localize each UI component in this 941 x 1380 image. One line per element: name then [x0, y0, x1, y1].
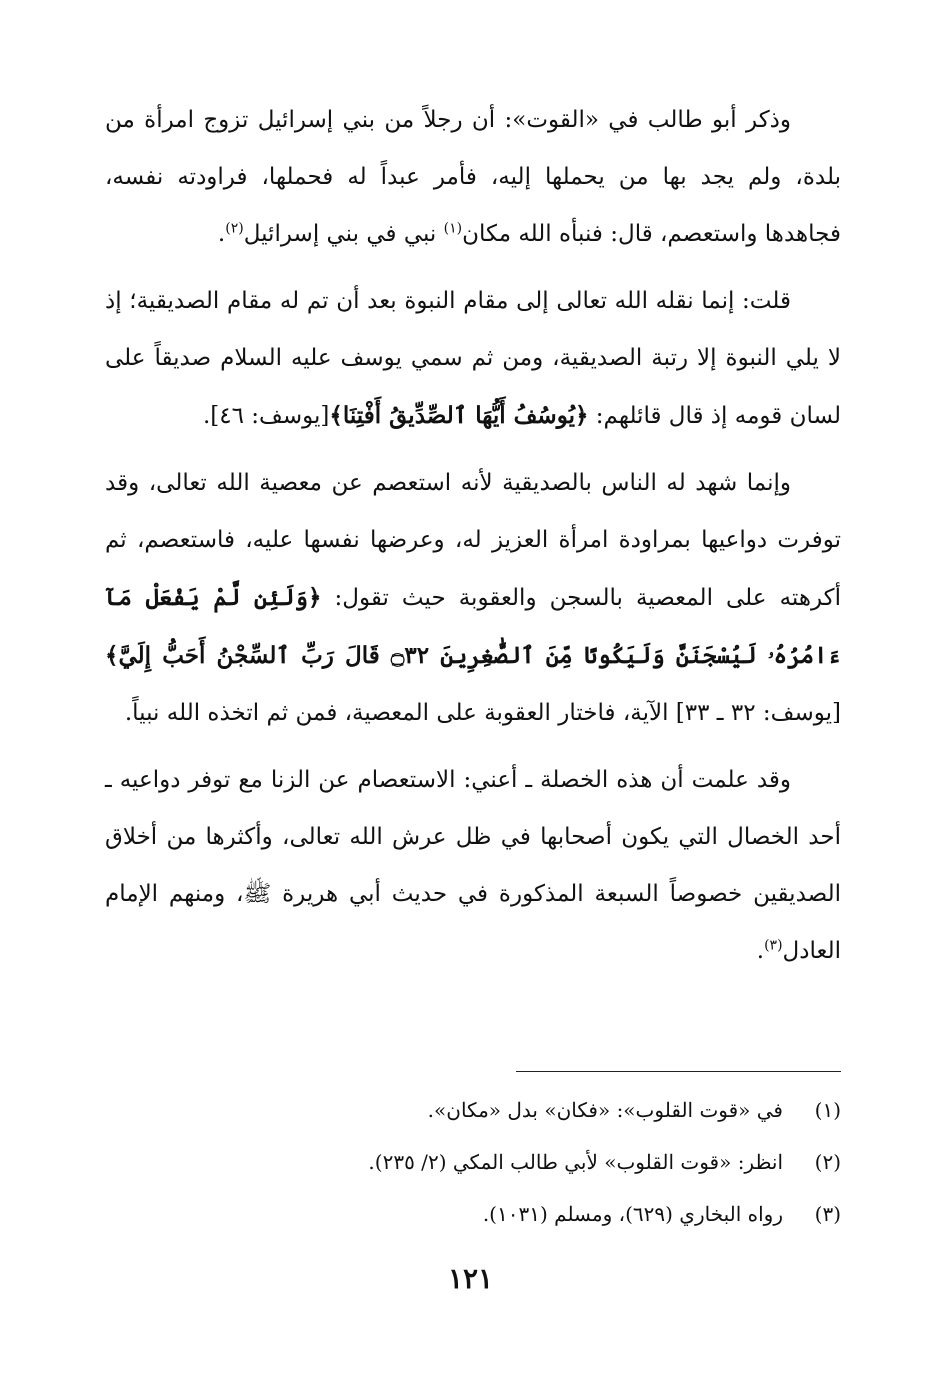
- footnote-ref-3: (٣): [764, 937, 783, 954]
- quran-verse: ﴿يُوسُفُ أَيُّهَا ٱلصِّدِّيقُ أَفْتِنَا﴾: [329, 402, 589, 429]
- footnote-1: [105, 1090, 841, 1142]
- paragraph-1: [105, 92, 841, 263]
- paragraph-text: .: [217, 221, 226, 247]
- paragraph-text: وذكر أبو طالب في «القوت»: أن رجلاً من بني إسرائيل تزوج امرأة من بلدة، ولم يجد بها من يحملها إليه، فأمر عبداً له فحملها، فراودته نفسه، فجاهدها واستعصم، قال: فنبأه الله مكان: [105, 107, 841, 247]
- paragraph-text: وإنما شهد له الناس بالصديقية لأنه استعصم عن معصية الله تعالى، وقد توفرت دواعيها بمراودة امرأة العزيز له، وعرضها نفسها عليه، فاستعصم، ثم أكرهته على المعصية بالسجن والعقوبة حيث تقول:: [105, 470, 841, 611]
- paragraph-3: [105, 455, 841, 742]
- verse-citation: [يوسف: ٣٢ ـ ٣٣] الآية، فاختار العقوبة على المعصية، فمن ثم اتخذه الله نبياً.: [124, 700, 841, 726]
- footnote-text: رواه البخاري (٦٢٩)، ومسلم (١٠٣١).: [482, 1202, 783, 1226]
- quran-verse: ﴿وَلَئِن لَّمْ يَفْعَلْ مَآ ءَامُرُهُۥ لَيُسْجَنَنَّ وَلَيَكُونًا مِّنَ ٱلصَّٰغِرِينَ ۝٣٢ قَالَ رَبِّ ٱلسِّجْنُ أَحَبُّ إِلَيَّ﴾: [105, 584, 841, 669]
- footnotes: [105, 1090, 841, 1246]
- footnote-number: (٢): [814, 1150, 841, 1174]
- footnote-text: في «قوت القلوب»: «فكان» بدل «مكان».: [427, 1098, 783, 1122]
- footnote-3: [105, 1194, 841, 1246]
- footnote-ref-2: (٢): [225, 220, 244, 237]
- footnote-text: انظر: «قوت القلوب» لأبي طالب المكي (٢/ ٢٣٥).: [368, 1150, 783, 1174]
- page-number: ١٢١: [447, 1262, 494, 1295]
- main-text: [105, 92, 841, 990]
- paragraph-4: [105, 752, 841, 980]
- footnote-divider: [516, 1071, 841, 1072]
- footnote-2: [105, 1142, 841, 1194]
- footnote-number: (١): [814, 1098, 841, 1122]
- footnote-ref-1: (١): [443, 220, 463, 237]
- paragraph-text: .: [756, 938, 765, 964]
- paragraph-2: [105, 273, 841, 445]
- paragraph-text: قلت: إنما نقله الله تعالى إلى مقام النبوة بعد أن تم له مقام الصديقية؛ إذ لا يلي النبوة إلا رتبة الصديقية، ومن ثم سمي يوسف عليه السلام صديقاً على لسان قومه إذ قال قائلهم:: [105, 288, 841, 429]
- paragraph-text: وقد علمت أن هذه الخصلة ـ أعني: الاستعصام عن الزنا مع توفر دواعيه ـ أحد الخصال التي يكون أصحابها في ظل عرش الله تعالى، وأكثرها من أخلاق الصديقين خصوصاً السبعة المذكورة في حديث أبي هريرة ﷺ، ومنهم الإمام العادل: [105, 767, 841, 964]
- verse-citation: [يوسف: ٤٦].: [202, 403, 330, 429]
- paragraph-text: نبي في بني إسرائيل: [243, 221, 444, 247]
- footnote-number: (٣): [814, 1202, 841, 1226]
